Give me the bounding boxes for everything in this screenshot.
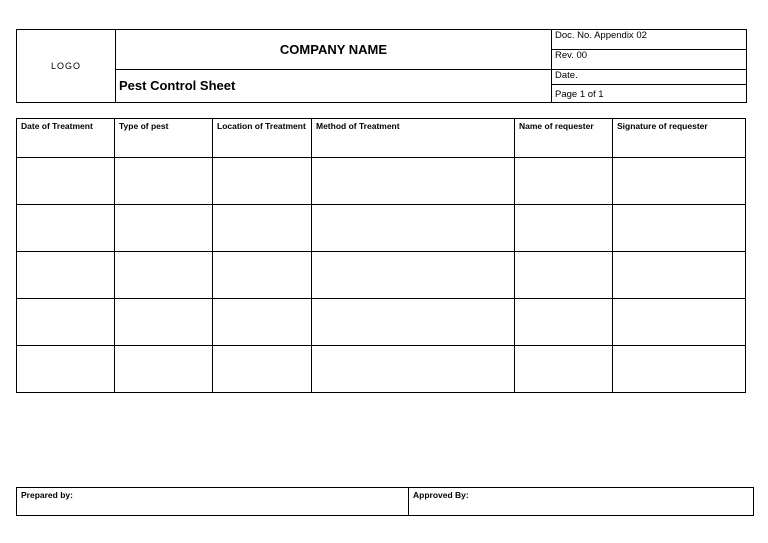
document-header <box>16 29 747 103</box>
approval-footer <box>16 487 754 516</box>
table-row <box>17 205 746 252</box>
table-cell[interactable] <box>515 252 613 299</box>
table-cell[interactable] <box>613 252 746 299</box>
approved-by-field: Approved By: <box>409 488 754 516</box>
table-cell[interactable] <box>115 158 213 205</box>
table-cell[interactable] <box>17 299 115 346</box>
table-body <box>17 158 746 393</box>
column-header-method: Method of Treatment <box>312 119 515 158</box>
table-cell[interactable] <box>213 205 312 252</box>
table-cell[interactable] <box>613 205 746 252</box>
table-cell[interactable] <box>613 158 746 205</box>
table-row <box>17 299 746 346</box>
table-cell[interactable] <box>17 252 115 299</box>
table-cell[interactable] <box>312 205 515 252</box>
table-cell[interactable] <box>515 346 613 393</box>
treatment-table <box>16 118 746 393</box>
table-cell[interactable] <box>213 252 312 299</box>
table-cell[interactable] <box>613 346 746 393</box>
column-header-requester-signature: Signature of requester <box>613 119 746 158</box>
table-cell[interactable] <box>115 346 213 393</box>
table-row <box>17 252 746 299</box>
table-cell[interactable] <box>17 346 115 393</box>
table-cell[interactable] <box>213 346 312 393</box>
table-cell[interactable] <box>115 252 213 299</box>
sheet-title: Pest Control Sheet <box>116 69 552 102</box>
table-cell[interactable] <box>312 299 515 346</box>
column-header-location: Location of Treatment <box>213 119 312 158</box>
prepared-by-field: Prepared by: <box>17 488 409 516</box>
table-cell[interactable] <box>515 299 613 346</box>
table-row <box>17 346 746 393</box>
table-cell[interactable] <box>17 205 115 252</box>
doc-number: Doc. No. Appendix 02 <box>552 30 747 50</box>
column-header-date: Date of Treatment <box>17 119 115 158</box>
date-field: Date. <box>552 69 747 84</box>
table-cell[interactable] <box>17 158 115 205</box>
table-cell[interactable] <box>213 299 312 346</box>
table-header-row <box>17 119 746 158</box>
column-header-requester-name: Name of requester <box>515 119 613 158</box>
revision: Rev. 00 <box>552 49 747 69</box>
table-cell[interactable] <box>312 252 515 299</box>
table-cell[interactable] <box>613 299 746 346</box>
table-cell[interactable] <box>115 205 213 252</box>
table-cell[interactable] <box>213 158 312 205</box>
logo-placeholder: LOGO <box>17 30 116 103</box>
table-cell[interactable] <box>515 158 613 205</box>
table-cell[interactable] <box>115 299 213 346</box>
table-row <box>17 158 746 205</box>
column-header-pest-type: Type of pest <box>115 119 213 158</box>
table-cell[interactable] <box>515 205 613 252</box>
table-cell[interactable] <box>312 346 515 393</box>
page-number: Page 1 of 1 <box>552 84 747 102</box>
table-cell[interactable] <box>312 158 515 205</box>
company-name: COMPANY NAME <box>116 30 552 70</box>
